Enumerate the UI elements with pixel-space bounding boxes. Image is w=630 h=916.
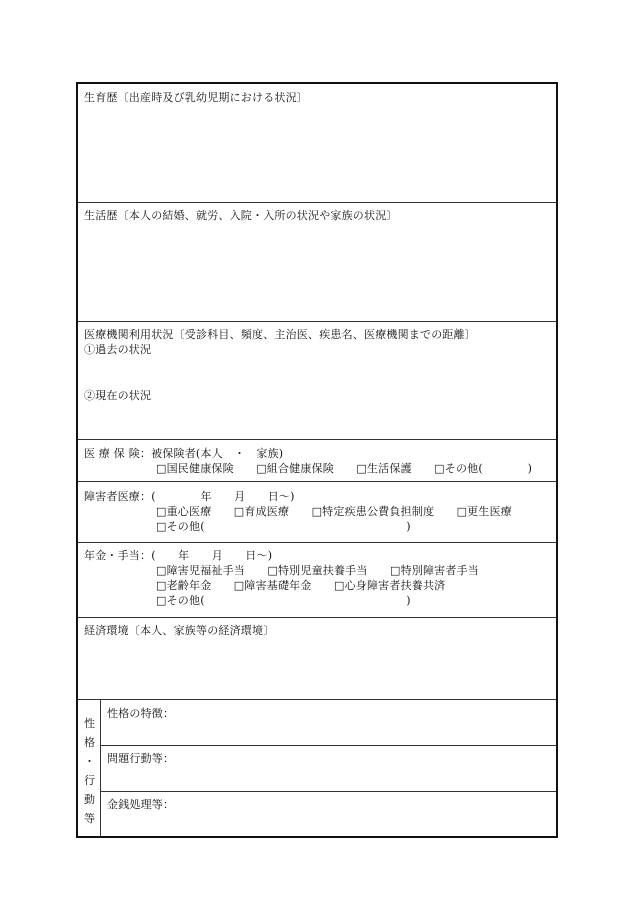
disability-options: □重心医療 □育成医療 □特定疾患公費負担制度 □更生医療 xyxy=(156,505,512,518)
problem-behavior-row xyxy=(101,746,556,792)
medical-past-label: ①過去の状況 xyxy=(84,343,152,356)
personality-traits-row xyxy=(101,700,556,746)
disability-other: □その他( ) xyxy=(156,520,411,533)
growth-history-section xyxy=(78,84,556,203)
insurance-options: □国民健康保険 □組合健康保険 □生活保護 □その他( ) xyxy=(156,462,533,475)
vertical-char: 行 xyxy=(84,774,95,787)
pension-line-1: 年金・手当：( 年 月 日〜) xyxy=(84,549,273,562)
personality-behavior-section xyxy=(78,700,556,836)
medical-usage-label: 医療機関利用状況〔受診科目、頻度、主治医、疾患名、医療機関までの距離〕 xyxy=(84,328,476,341)
pension-options-2: □老齢年金 □障害基礎年金 □心身障害者扶養共済 xyxy=(156,579,446,592)
vertical-char: 性 xyxy=(84,717,95,730)
problem-behavior-label: 問題行動等： xyxy=(107,752,175,765)
insurance-line-1: 医 療 保 険：被保険者(本人 ・ 家族) xyxy=(84,447,284,460)
vertical-char: ・ xyxy=(84,755,95,768)
pension-allowance-section xyxy=(78,543,556,618)
personality-vertical-label xyxy=(78,700,101,836)
growth-history-label: 生育歴〔出産時及び乳幼児期における状況〕 xyxy=(84,91,308,104)
medical-usage-section xyxy=(78,322,556,440)
disability-line-1: 障害者医療：( 年 月 日〜) xyxy=(84,490,295,503)
medical-current-label: ②現在の状況 xyxy=(84,389,152,402)
economic-environment-section xyxy=(78,618,556,700)
pension-options-1: □障害児福祉手当 □特別児童扶養手当 □特別障害者手当 xyxy=(156,564,479,577)
life-history-section xyxy=(78,203,556,322)
pension-other: □その他( ) xyxy=(156,594,411,607)
money-handling-label: 金銭処理等： xyxy=(107,798,175,811)
vertical-char: 格 xyxy=(84,736,95,749)
money-handling-row xyxy=(101,792,556,836)
health-insurance-section xyxy=(78,440,556,482)
vertical-char: 動 xyxy=(84,793,95,806)
life-history-label: 生活歴〔本人の結婚、就労、入院・入所の状況や家族の状況〕 xyxy=(84,209,398,222)
vertical-char: 等 xyxy=(84,812,95,825)
personality-traits-label: 性格の特徴： xyxy=(107,707,175,720)
economic-label: 経済環境〔本人、家族等の経済環境〕 xyxy=(84,624,275,637)
disability-medical-section xyxy=(78,482,556,543)
record-form-frame xyxy=(76,82,558,838)
